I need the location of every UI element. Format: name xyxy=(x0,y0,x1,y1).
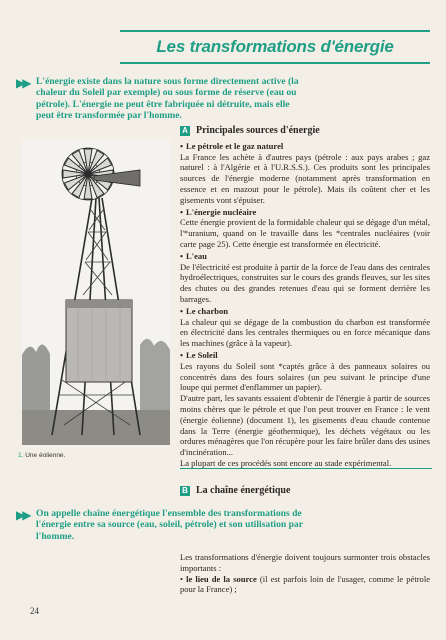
source-text-nucleaire: Cette énergie provient de la formidable chaleur qui se dégage d'un métal, l'*uranium, quand on le travaille dans les *centrales nucléaires (voir carte page 25). Cette énergie est transformée en électricité. xyxy=(180,217,430,249)
source-text-eau: De l'électricité est produite à partir de la force de l'eau dans des centrales hydroélectriques, construites sur le cours des grands fleuves, sur les sites des chutes ou des grandes retenues d'eau qui se forment derrière les barrages. xyxy=(180,261,430,304)
windmill-illustration xyxy=(22,140,170,445)
figure-caption-text: Une éolienne. xyxy=(25,452,66,459)
section-a xyxy=(180,126,430,469)
source-heading-petrole: • Le pétrole et le gaz naturel xyxy=(180,140,284,151)
chain-definition: On appelle chaîne énergétique l'ensemble des transformations de l'énergie entre sa source (eau, soleil, pétrole) et son utilisation par l'homme. xyxy=(36,508,303,542)
intro-paragraph: L'énergie existe dans la nature sous forme directement active (la chaleur du Soleil par exemple) ou sous forme de réserve (eau ou pétrole). L'énergie ne peut être fabriquée ni détruite, mais elle peut être transformée par l'homme. xyxy=(36,76,299,121)
section-divider xyxy=(180,468,432,469)
obstacles-block xyxy=(180,552,430,595)
section-b-letter: B xyxy=(180,486,190,496)
source-text-charbon: La chaleur qui se dégage de la combustion du charbon est transformée en électricité dans les centrales thermiques ou en force mécanique dans les machines (grâce à la vapeur). xyxy=(180,316,430,349)
figure-caption xyxy=(18,452,168,459)
section-a-header xyxy=(180,126,430,137)
definition-arrow-icon: ▶▶ xyxy=(16,508,29,522)
source-text-soleil: Les rayons du Soleil sont *captés grâce à des panneaux solaires ou concentrés dans des fours solaires (un peu suivant le principe d'une loupe qui permet d'enflammer un papier). xyxy=(180,360,430,393)
source-heading-eau: • L'eau xyxy=(180,250,207,261)
page-number: 24 xyxy=(30,606,39,616)
section-b-title: La chaîne énergétique xyxy=(196,485,291,496)
source-heading-charbon: • Le charbon xyxy=(180,305,229,316)
section-a-paragraph-other-sources: D'autre part, les savants essaient d'obtenir de l'énergie à partir de sources moins chères que le pétrole et que l'on peut trouver en France : le vent (énergie éolienne) (document 1), les gisements d'eau chaude contenue dans la Terre (énergie géothermique), les déchets végétaux ou les ordures ménagères que l'on récupère pour les faire brûler dans des usines d'incinération... xyxy=(180,393,430,458)
figure-caption-number: 1. xyxy=(18,452,24,459)
page-title: Les transformations d'énergie xyxy=(156,37,394,56)
obstacle-item-heading: le lieu de la source xyxy=(186,573,257,584)
section-a-title: Principales sources d'énergie xyxy=(196,125,320,136)
windmill-photo xyxy=(22,140,170,445)
section-b-header xyxy=(180,485,430,500)
bullet-dot: • xyxy=(180,573,183,584)
intro-arrow-icon: ▶▶ xyxy=(16,76,29,90)
source-text-petrole: La France les achète à d'autres pays (pétrole : aux pays arabes ; gaz naturel : à l'Algérie et à l'U.R.S.S.). Ces produits sont les principales sources de l'énergie moderne (notamment après transformation en essence et en mazout pour le pétrole). Mais ils coûtent cher et les gisements vont s'épuiser. xyxy=(180,151,430,205)
source-heading-soleil: • Le Soleil xyxy=(180,349,218,360)
obstacle-item-text: (il est parfois loin de l'usager, comme le pétrole pour la France) ; xyxy=(180,573,430,595)
obstacle-item xyxy=(180,574,430,596)
obstacles-intro: Les transformations d'énergie doivent toujours surmonter trois obstacles importants : xyxy=(180,552,430,573)
section-a-paragraph-experimental: La plupart de ces procédés sont encore au stade expérimental. xyxy=(180,457,392,468)
source-heading-nucleaire: • L'énergie nucléaire xyxy=(180,206,257,217)
page-title-banner xyxy=(120,30,430,64)
section-a-letter: A xyxy=(180,126,190,136)
